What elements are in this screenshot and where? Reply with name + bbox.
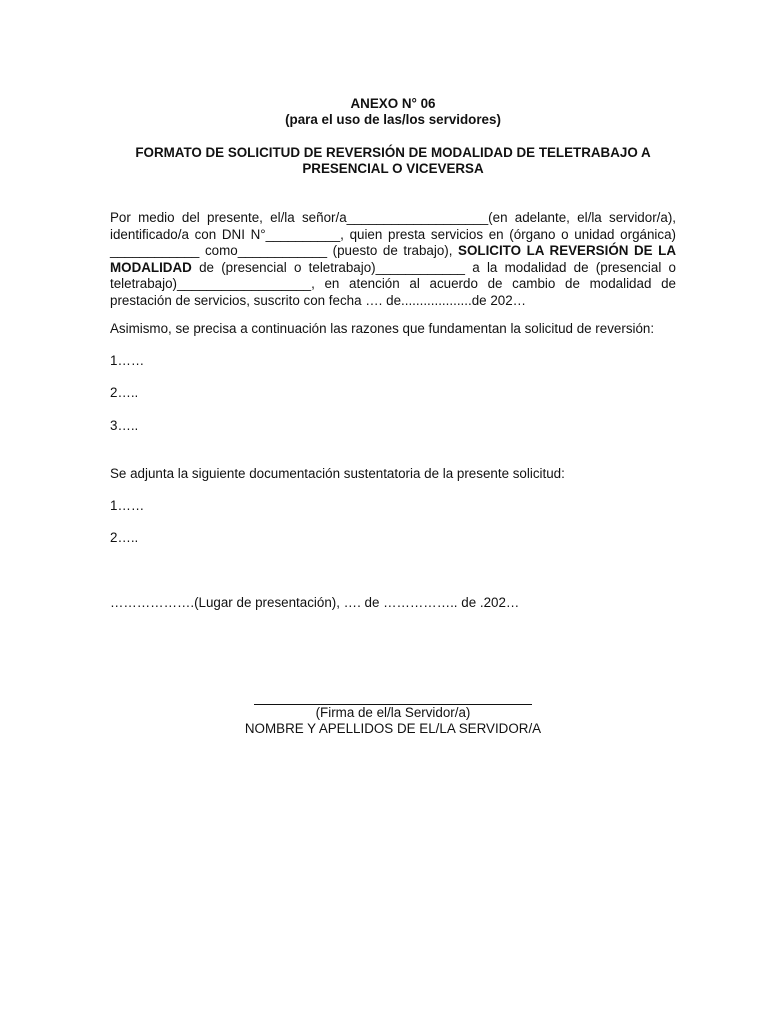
dni-blank: __________ bbox=[265, 226, 341, 242]
documents-intro: Se adjunta la siguiente documentación sustentatoria de la presente solicitud: bbox=[110, 466, 565, 481]
signature-caption: (Firma de el/la Servidor/a) bbox=[315, 705, 471, 720]
form-title-line2: PRESENCIAL O VICEVERSA bbox=[302, 161, 484, 176]
reasons-intro: Asimismo, se precisa a continuación las razones que fundamentan la solicitud de reversión: bbox=[110, 321, 655, 336]
p1-text-h: , en atención al acuerdo de cambio de modalidad de prestación de servicios, suscrito con fecha …. de...................de 202… bbox=[110, 276, 676, 308]
unit-blank: ____________ bbox=[110, 243, 200, 258]
place-date-line: ……………….(Lugar de presentación), …. de …………….. de .202… bbox=[110, 595, 520, 610]
position-blank: ____________ bbox=[237, 243, 328, 258]
signature-name-label: NOMBRE Y APELLIDOS DE EL/LA SERVIDOR/A bbox=[244, 721, 542, 736]
form-title-line1: FORMATO DE SOLICITUD DE REVERSIÓN DE MODALIDAD DE TELETRABAJO A bbox=[135, 145, 651, 160]
p1-text-e: (puesto de trabajo), bbox=[327, 243, 459, 258]
document-item-1: 1…… bbox=[110, 498, 145, 513]
p1-text-d: como bbox=[199, 243, 238, 258]
reason-item-2: 2….. bbox=[110, 385, 139, 400]
p1-text-f: de (presencial o teletrabajo) bbox=[191, 259, 376, 275]
annex-subtitle: (para el uso de las/los servidores) bbox=[285, 112, 501, 127]
name-blank: ___________________ bbox=[346, 210, 489, 225]
to-modality-blank: __________________ bbox=[177, 276, 312, 291]
reason-item-1: 1…… bbox=[110, 353, 145, 368]
from-modality-blank: ____________ bbox=[375, 259, 466, 275]
annex-title: ANEXO N° 06 bbox=[350, 96, 436, 111]
p1-text-g: a la modalidad de (presencial o teletrabajo) bbox=[110, 259, 676, 291]
request-paragraph bbox=[110, 210, 676, 309]
document-item-2: 2….. bbox=[110, 530, 139, 545]
request-bold-text: SOLICITO LA REVERSIÓN DE LA MODALIDAD bbox=[110, 243, 676, 275]
p1-text-a: Por medio del presente, el/la señor/a bbox=[110, 210, 347, 225]
p1-text-b: (en adelante, el/la servidor/a), identificado/a con DNI N° bbox=[110, 210, 676, 242]
p1-text-c: , quien presta servicios en (órgano o unidad orgánica) bbox=[340, 226, 676, 242]
reason-item-3: 3….. bbox=[110, 418, 139, 433]
